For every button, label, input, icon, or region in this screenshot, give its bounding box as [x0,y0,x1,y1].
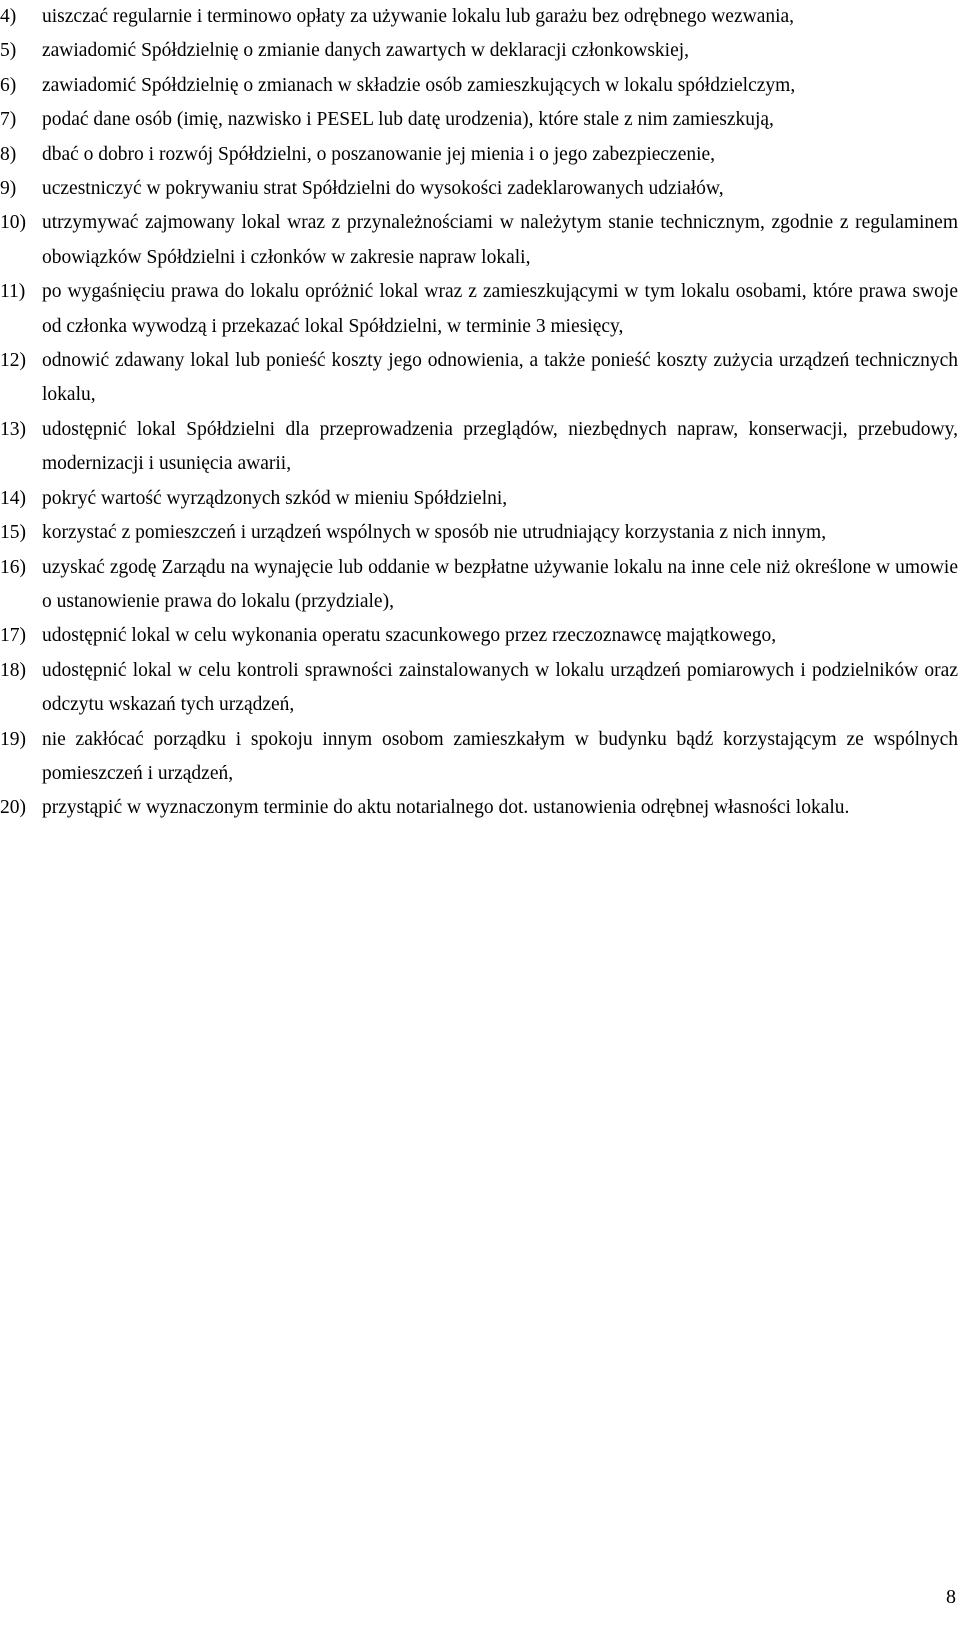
item-number: 6) [0,74,17,96]
item-text: pokryć wartość wyrządzonych szkód w mieniu Spółdzielni, [42,487,508,509]
item-number: 11) [0,281,26,303]
item-number: 17) [0,625,26,647]
item-number: 18) [0,659,26,681]
item-text: utrzymywać zajmowany lokal wraz z przynależnościami w należytym stanie technicznym, zgodnie z regulaminem obowiązków Spółdzielni i członków w zakresie napraw lokali, [42,212,958,268]
list-item [0,138,960,172]
item-text: przystąpić w wyznaczonym terminie do aktu notarialnego dot. ustanowienia odrębnej własności lokalu. [42,797,850,819]
list-item [0,34,960,68]
list-item [0,413,960,482]
item-text: podać dane osób (imię, nazwisko i PESEL lub datę urodzenia), które stale z nim zamieszkują, [42,109,774,131]
item-text: korzystać z pomieszczeń i urządzeń wspólnych w sposób nie utrudniający korzystania z nich innym, [42,522,827,544]
item-text: udostępnić lokal w celu wykonania operatu szacunkowego przez rzeczoznawcę majątkowego, [42,625,777,647]
list-item [0,275,960,344]
list-item [0,172,960,206]
item-text: udostępnić lokal Spółdzielni dla przeprowadzenia przeglądów, niezbędnych napraw, konserwacji, przebudowy, modernizacji i usunięcia awarii, [42,418,958,475]
item-text: zawiadomić Spółdzielnię o zmianie danych zawartych w deklaracji członkowskiej, [42,40,690,62]
item-text: udostępnić lokal w celu kontroli sprawności zainstalowanych w lokalu urządzeń pomiarowych i podzielników oraz odczytu wskazań tych urządzeń, [42,659,958,716]
list-item [0,654,960,723]
item-number: 13) [0,418,26,440]
item-number: 19) [0,728,26,750]
list-item [0,344,960,413]
item-number: 10) [0,212,26,234]
list-item [0,516,960,550]
list-item [0,723,960,792]
item-number: 12) [0,350,26,372]
item-text: zawiadomić Spółdzielnię o zmianach w składzie osób zamieszkujących w lokalu spółdzielczym, [42,74,796,96]
item-number: 5) [0,40,17,62]
list-item [0,791,960,825]
list-item [0,69,960,103]
item-number: 16) [0,556,26,578]
item-text: uiszczać regularnie i terminowo opłaty za używanie lokalu lub garażu bez odrębnego wezwania, [42,6,795,27]
item-number: 7) [0,109,17,131]
item-text: uzyskać zgodę Zarządu na wynajęcie lub oddanie w bezpłatne używanie lokalu na inne cele niż określone w umowie o ustanowienie prawa do lokalu (przydziale), [42,556,958,612]
page-number: 8 [946,1586,956,1608]
item-text: odnowić zdawany lokal lub ponieść koszty jego odnowienia, a także ponieść koszty zużycia urządzeń technicznych lokalu, [42,350,958,406]
item-text: dbać o dobro i rozwój Spółdzielni, o poszanowanie jej mienia i o jego zabezpieczenie, [42,143,716,165]
item-number: 4) [0,6,17,27]
item-text: nie zakłócać porządku i spokoju innym osobom zamieszkałym w budynku bądź korzystającym ze wspólnych pomieszczeń i urządzeń, [42,728,958,784]
item-number: 8) [0,143,17,165]
list-item [0,619,960,653]
list-item [0,206,960,275]
item-number: 9) [0,178,17,200]
list-item [0,103,960,137]
item-text: uczestniczyć w pokrywaniu strat Spółdzielni do wysokości zadeklarowanych udziałów, [42,178,724,200]
item-text: po wygaśnięciu prawa do lokalu opróżnić lokal wraz z zamieszkującymi w tym lokalu osobami, które prawa swoje od członka wywodzą i przekazać lokal Spółdzielni, w terminie 3 miesięcy, [42,281,958,337]
item-number: 14) [0,487,26,509]
list-item [0,551,960,620]
list-item [0,0,960,34]
item-number: 20) [0,797,26,819]
list-item [0,482,960,516]
item-number: 15) [0,522,26,544]
